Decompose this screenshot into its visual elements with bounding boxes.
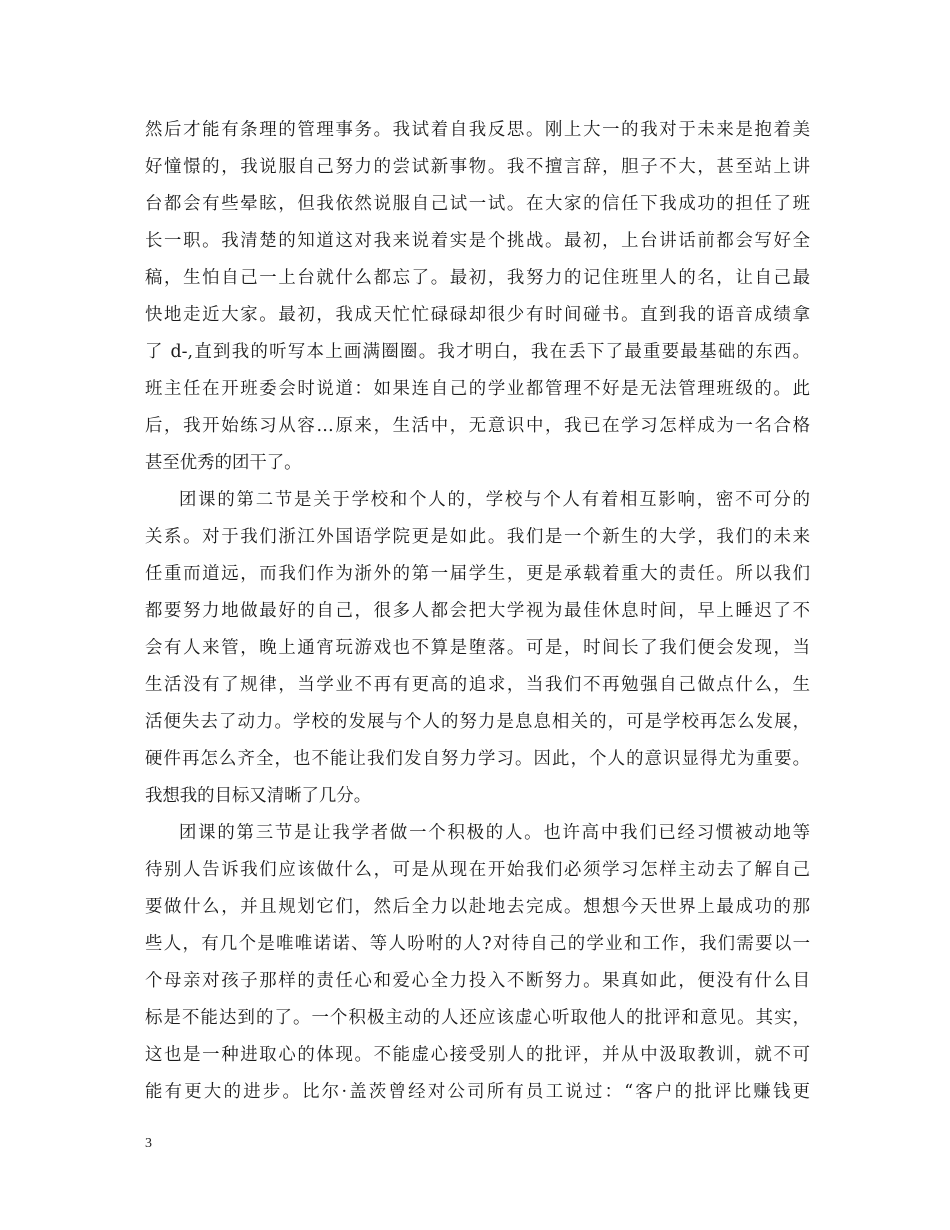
text-line: 个母亲对孩子那样的责任心和爱心全力投入不断努力。果真如此，便没有什么目 — [145, 971, 810, 991]
document-body — [145, 112, 810, 1111]
text-line: 然后才能有条理的管理事务。我试着自我反思。刚上大一的我对于未来是抱着美 — [145, 120, 810, 140]
text-line: 好憧憬的，我说服自己努力的尝试新事物。我不擅言辞，胆子不大，甚至站上讲 — [145, 157, 810, 177]
text-line: 稿，生怕自己一上台就什么都忘了。最初，我努力的记住班里人的名，让自己最 — [145, 268, 810, 288]
text-line: 长一职。我清楚的知道这对我来说着实是个挑战。最初，上台讲话前都会写好全 — [145, 231, 810, 251]
text-line: 班主任在开班委会时说道：如果连自己的学业都管理不好是无法管理班级的。此 — [145, 379, 810, 399]
text-line: 硬件再怎么齐全，也不能让我们发自努力学习。因此，个人的意识显得尤为重要。 — [145, 749, 810, 769]
paragraph-2 — [145, 482, 810, 815]
text-line: 活便失去了动力。学校的发展与个人的努力是息息相关的，可是学校再怎么发展， — [145, 712, 810, 732]
paragraph-3 — [145, 815, 810, 1111]
text-line: 待别人告诉我们应该做什么，可是从现在开始我们必须学习怎样主动去了解自己 — [145, 860, 810, 880]
text-line: 了 d-,直到我的听写本上画满圈圈。我才明白，我在丢下了最重要最基础的东西。 — [145, 342, 810, 362]
text-line: 生活没有了规律，当学业不再有更高的追求，当我们不再勉强自己做点什么，生 — [145, 675, 810, 695]
text-line: 会有人来管，晚上通宵玩游戏也不算是堕落。可是，时间长了我们便会发现，当 — [145, 638, 810, 658]
text-line: 这也是一种进取心的体现。不能虚心接受别人的批评，并从中汲取教训，就不可 — [145, 1045, 810, 1065]
text-line: 后，我开始练习从容…原来，生活中，无意识中，我已在学习怎样成为一名合格 — [145, 416, 810, 436]
text-line: 任重而道远，而我们作为浙外的第一届学生，更是承载着重大的责任。所以我们 — [145, 564, 810, 584]
text-line: 能有更大的进步。比尔·盖茨曾经对公司所有员工说过：“客户的批评比赚钱更 — [145, 1082, 810, 1102]
text-line: 要做什么，并且规划它们，然后全力以赴地去完成。想想今天世界上最成功的那 — [145, 897, 810, 917]
text-line: 快地走近大家。最初，我成天忙忙碌碌却很少有时间碰书。直到我的语音成绩拿 — [145, 305, 810, 325]
paragraph-1 — [145, 112, 810, 482]
text-line: 标是不能达到的了。一个积极主动的人还应该虚心听取他人的批评和意见。其实， — [145, 1008, 810, 1028]
text-line: 团课的第二节是关于学校和个人的，学校与个人有着相互影响，密不可分的 — [179, 490, 810, 510]
text-line: 甚至优秀的团干了。 — [145, 453, 302, 473]
page-number: 3 — [145, 1136, 152, 1151]
text-line: 我想我的目标又清晰了几分。 — [145, 786, 372, 806]
text-line: 些人，有几个是唯唯诺诺、等人吩咐的人?对待自己的学业和工作，我们需要以一 — [145, 934, 810, 954]
text-line: 都要努力地做最好的自己，很多人都会把大学视为最佳休息时间，早上睡迟了不 — [145, 601, 810, 621]
text-line: 台都会有些晕眩，但我依然说服自己试一试。在大家的信任下我成功的担任了班 — [145, 194, 810, 214]
text-line: 关系。对于我们浙江外国语学院更是如此。我们是一个新生的大学，我们的未来 — [145, 527, 810, 547]
text-line: 团课的第三节是让我学者做一个积极的人。也许高中我们已经习惯被动地等 — [179, 823, 810, 843]
